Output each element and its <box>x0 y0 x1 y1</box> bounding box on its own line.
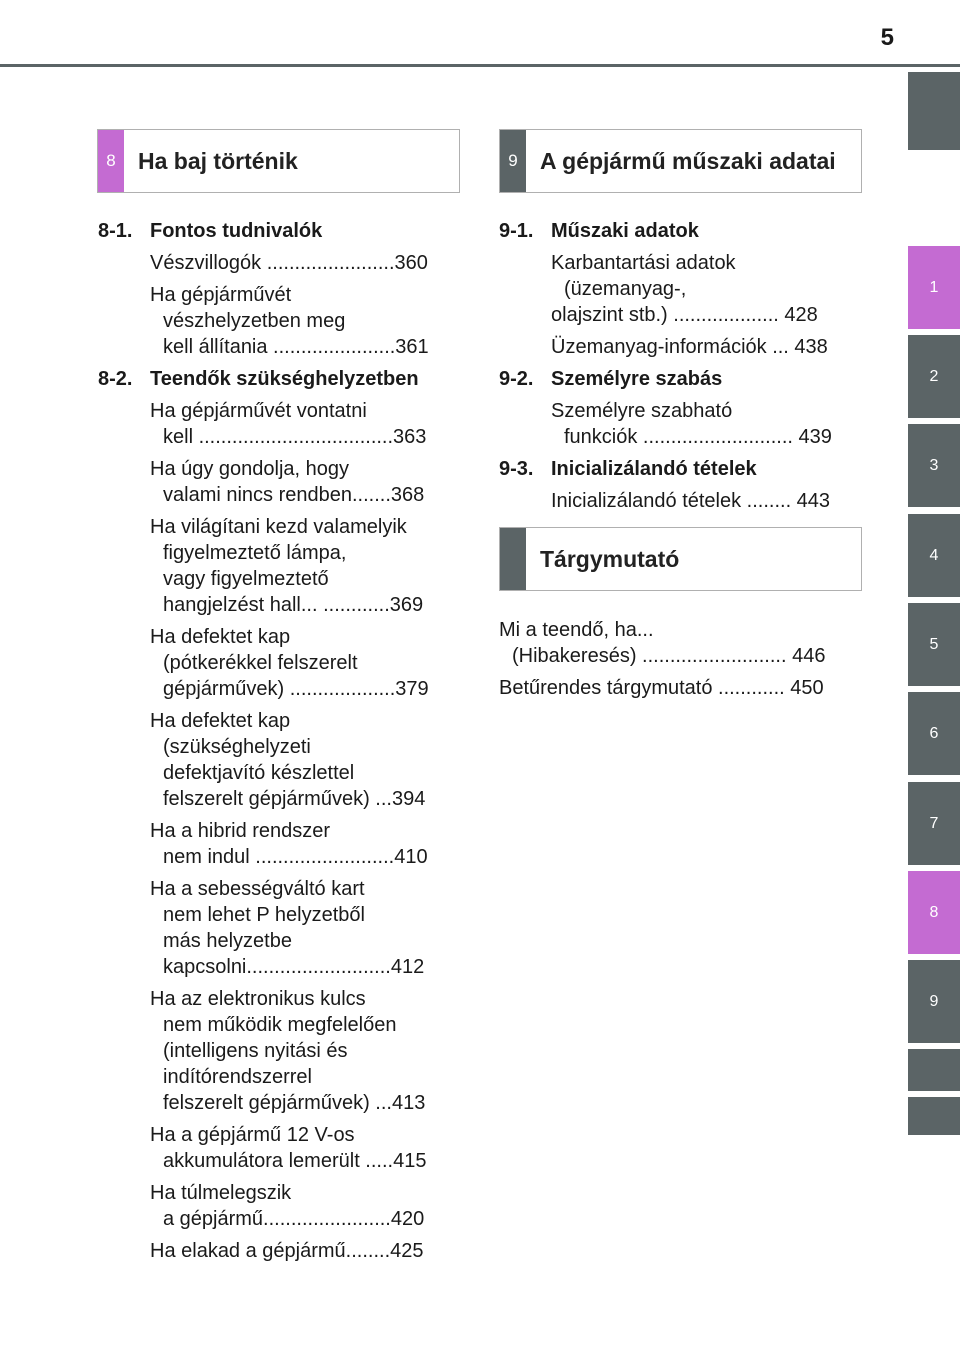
index-column <box>499 617 859 707</box>
toc-entry[interactable]: Ha elakad a gépjármű........425 <box>150 1240 424 1262</box>
chapter-number: 9-3. <box>499 458 534 480</box>
chapter-number: 9-1. <box>499 220 534 242</box>
index-entry[interactable]: Mi a teendő, ha... (Hibakeresés) .......................... 446 <box>499 619 826 667</box>
toc-entry[interactable]: Karbantartási adatok (üzemanyag-, olajszint stb.) ................... 428 <box>551 252 818 326</box>
chapter-title: Fontos tudnivalók <box>150 220 323 242</box>
side-tab-blank-1[interactable] <box>908 1049 960 1091</box>
side-tab-blank-2[interactable] <box>908 1097 960 1135</box>
toc-entry[interactable]: Ha defektet kap (szükséghelyzeti defektjavító készlettel felszerelt gépjárművek) ...394 <box>150 710 426 810</box>
side-tab-6[interactable]: 6 <box>908 692 960 775</box>
chapter-title: Műszaki adatok <box>551 220 699 242</box>
chapter-heading-9-3[interactable] <box>499 456 859 482</box>
chapter-heading-8-1[interactable] <box>98 218 458 244</box>
section-box-9 <box>499 129 862 193</box>
toc-entry[interactable]: Ha világítani kezd valamelyik figyelmeztető lámpa, vagy figyelmeztető hangjelzést hall... ............369 <box>150 516 424 616</box>
toc-entry[interactable]: Ha úgy gondolja, hogy valami nincs rendben.......368 <box>150 458 425 506</box>
side-tab-9[interactable]: 9 <box>908 960 960 1043</box>
section-box-8 <box>97 129 460 193</box>
side-tab-blank-top[interactable] <box>908 72 960 150</box>
chapter-title: Teendők szükséghelyzetben <box>150 368 419 390</box>
section-title-8: Ha baj történik <box>138 147 298 174</box>
toc-entry[interactable]: Ha defektet kap (pótkerékkel felszerelt gépjárművek) ...................379 <box>150 626 429 700</box>
side-tab-7[interactable]: 7 <box>908 782 960 865</box>
section-title-index: Tárgymutató <box>540 545 680 572</box>
chapter-heading-9-1[interactable] <box>499 218 859 244</box>
right-column <box>499 218 859 520</box>
toc-entry[interactable]: Inicializálandó tételek ........ 443 <box>551 490 831 512</box>
chapter-title: Inicializálandó tételek <box>551 458 757 480</box>
chapter-number: 8-2. <box>98 368 133 390</box>
section-tag-8: 8 <box>98 130 124 192</box>
top-rule <box>0 64 960 67</box>
toc-entry[interactable]: Ha az elektronikus kulcs nem működik megfelelően (intelligens nyitási és indítórendszerrel felszerelt gépjárművek) ...413 <box>150 988 426 1114</box>
chapter-heading-9-2[interactable] <box>499 366 859 392</box>
side-tab-8[interactable]: 8 <box>908 871 960 954</box>
toc-entry[interactable]: Üzemanyag-információk ... 438 <box>551 336 828 358</box>
toc-entry[interactable]: Vészvillogók .......................360 <box>150 252 428 274</box>
chapter-number: 9-2. <box>499 368 534 390</box>
section-tag-index <box>500 528 526 590</box>
section-box-index <box>499 527 862 591</box>
section-tag-9: 9 <box>500 130 526 192</box>
toc-entry[interactable]: Ha gépjárművét vészhelyzetben meg kell állítania ......................361 <box>150 284 429 358</box>
left-column <box>98 218 458 1270</box>
toc-entry[interactable]: Ha a sebességváltó kart nem lehet P helyzetből más helyzetbe kapcsolni..........................412 <box>150 878 425 978</box>
toc-entry[interactable]: Ha túlmelegszik a gépjármű.......................420 <box>150 1182 425 1230</box>
chapter-number: 8-1. <box>98 220 133 242</box>
side-tab-1[interactable]: 1 <box>908 246 960 329</box>
section-title-9: A gépjármű műszaki adatai <box>540 147 836 174</box>
chapter-heading-8-2[interactable] <box>98 366 458 392</box>
index-entry[interactable]: Betűrendes tárgymutató ............ 450 <box>499 677 824 699</box>
chapter-title: Személyre szabás <box>551 368 723 390</box>
side-tab-5[interactable]: 5 <box>908 603 960 686</box>
page-number: 5 <box>880 24 894 51</box>
toc-entry[interactable]: Ha gépjárművét vontatni kell ...................................363 <box>150 400 427 448</box>
toc-entry[interactable]: Ha a hibrid rendszer nem indul .........................410 <box>150 820 428 868</box>
side-tab-2[interactable]: 2 <box>908 335 960 418</box>
toc-entry[interactable]: Ha a gépjármű 12 V-os akkumulátora lemerült .....415 <box>150 1124 427 1172</box>
side-tab-4[interactable]: 4 <box>908 514 960 597</box>
side-tab-3[interactable]: 3 <box>908 424 960 507</box>
toc-entry[interactable]: Személyre szabható funkciók ........................... 439 <box>551 400 832 448</box>
